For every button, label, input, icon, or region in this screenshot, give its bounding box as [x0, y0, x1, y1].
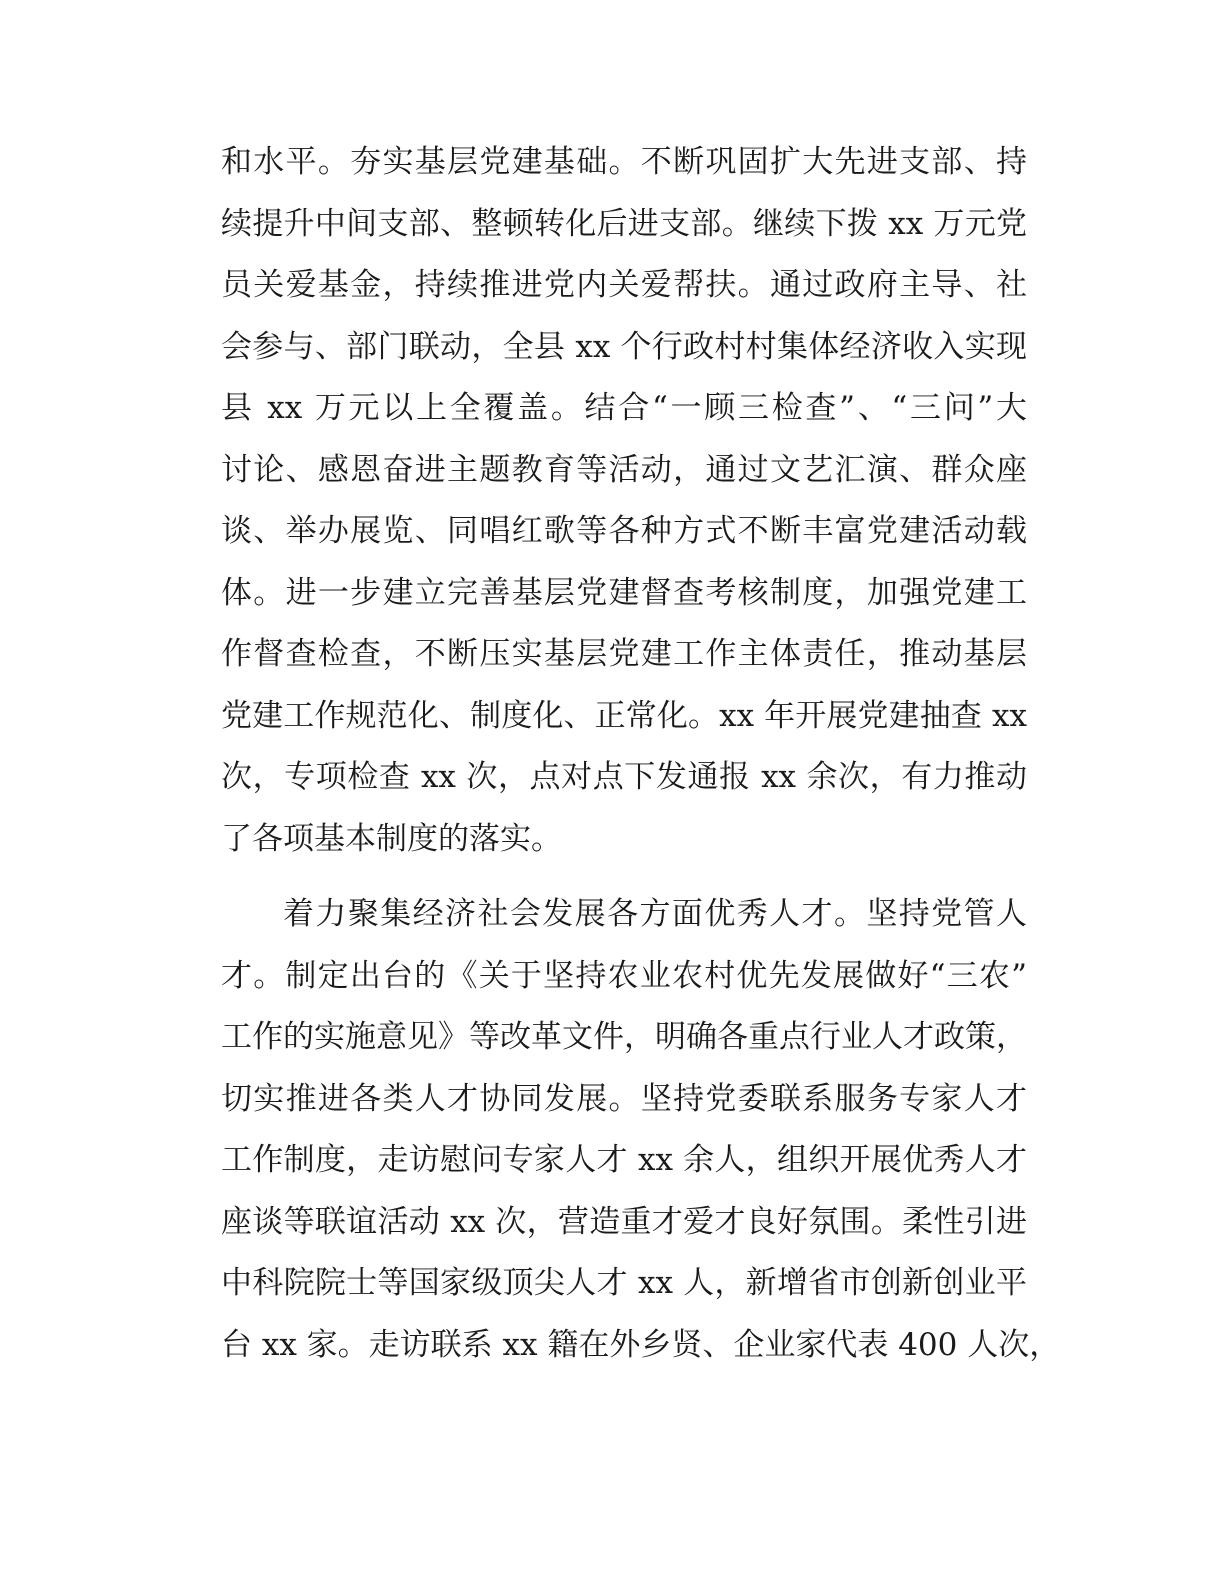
text-line: 县 xx 万元以上全覆盖。结合“一顾三检查”、“三问”大	[221, 390, 1027, 426]
text-line: 座谈等联谊活动 xx 次，营造重才爱才良好氛围。柔性引进	[221, 1203, 1027, 1240]
text-line: 谈、举办展览、同唱红歌等各种方式不断丰富党建活动载	[221, 513, 1027, 549]
text-line: 次，专项检查 xx 次，点对点下发通报 xx 余次，有力推动	[221, 759, 1027, 795]
text-line: 会参与、部门联动，全县 xx 个行政村村集体经济收入实现	[221, 328, 1027, 365]
text-line: 和水平。夯实基层党建基础。不断巩固扩大先进支部、持	[221, 144, 1027, 180]
text-line: 了各项基本制度的落实。	[221, 820, 562, 857]
text-line: 讨论、感恩奋进主题教育等活动，通过文艺汇演、群众座	[221, 451, 1027, 488]
paragraph-party-building	[221, 132, 1027, 870]
paragraph-talent	[221, 884, 1061, 1376]
text-line: 作督查检查，不断压实基层党建工作主体责任，推动基层	[221, 636, 1027, 672]
text-line: 切实推进各类人才协同发展。坚持党委联系服务专家人才	[221, 1080, 1027, 1117]
paragraph-spacer	[221, 870, 1027, 884]
text-line: 台 xx 家。走访联系 xx 籍在外乡贤、企业家代表 400 人次，	[221, 1326, 1061, 1363]
text-line: 着力聚集经济社会发展各方面优秀人才。坚持党管人	[283, 896, 1027, 932]
document-body	[221, 132, 1061, 1376]
text-line: 工作制度，走访慰问专家人才 xx 余人，组织开展优秀人才	[221, 1142, 1027, 1178]
text-line: 才。制定出台的《关于坚持农业农村优先发展做好“三农”	[221, 957, 1027, 994]
text-line: 体。进一步建立完善基层党建督查考核制度，加强党建工	[221, 574, 1027, 611]
text-line: 工作的实施意见》等改革文件，明确各重点行业人才政策，	[221, 1019, 1027, 1055]
text-line: 党建工作规范化、制度化、正常化。xx 年开展党建抽查 xx	[221, 697, 1027, 734]
text-line: 中科院院士等国家级顶尖人才 xx 人，新增省市创新创业平	[221, 1265, 1027, 1301]
text-line: 员关爱基金，持续推进党内关爱帮扶。通过政府主导、社	[221, 267, 1027, 303]
text-line: 续提升中间支部、整顿转化后进支部。继续下拨 xx 万元党	[221, 205, 1027, 242]
